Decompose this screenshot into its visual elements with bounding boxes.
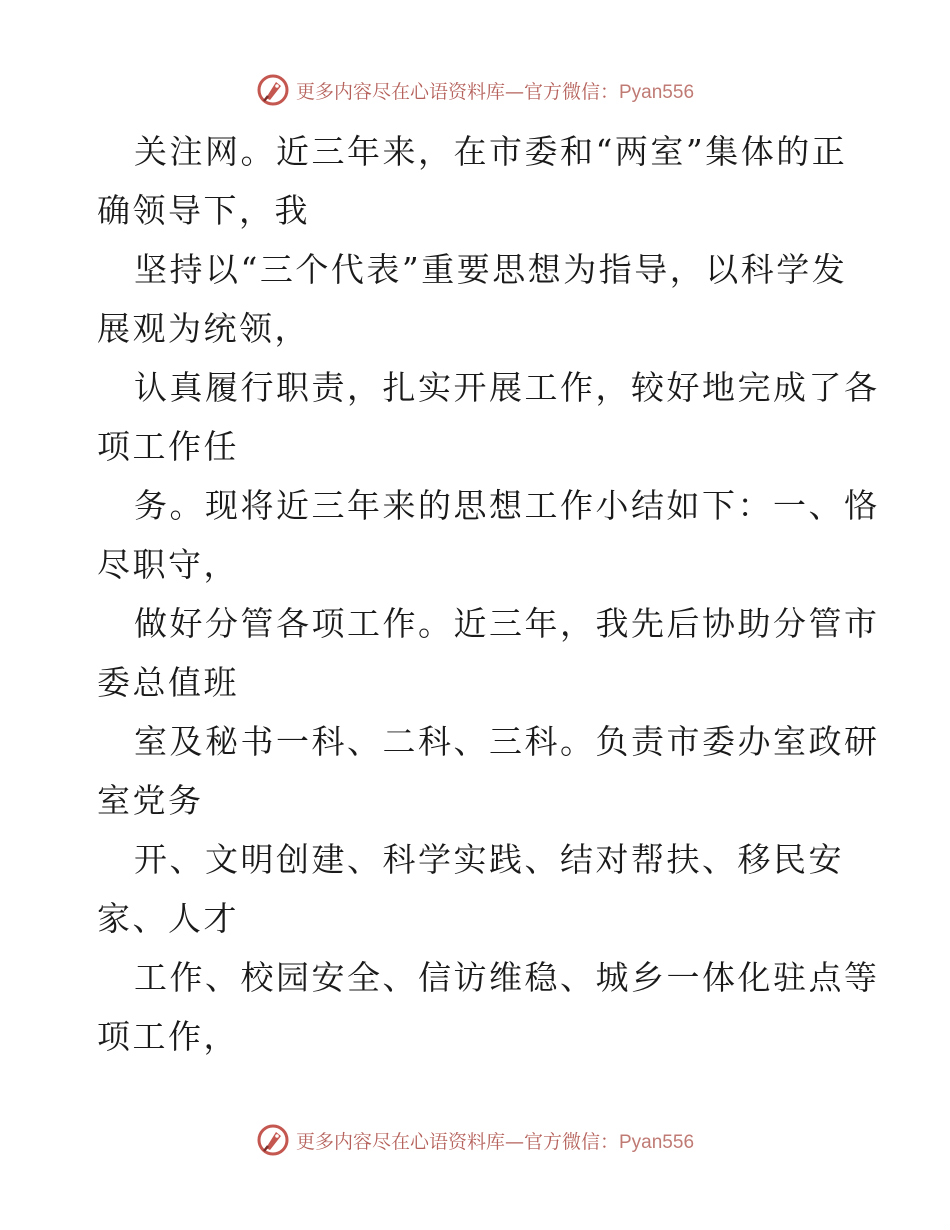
header-banner-text: 更多内容尽在心语资料库—官方微信：Pyan556 [295,80,695,103]
text-line: 室党务 [97,781,204,820]
text-line: 确领导下，我 [97,191,310,230]
text-line: 认真履行职责，扎实开展工作，较好地完成了各 [134,368,880,407]
text-line: 坚持以“三个代表”重要思想为指导，以科学发 [134,250,848,289]
text-line: 项工作任 [97,427,239,466]
header-wechat-id: Pyan556 [619,81,695,103]
text-line: 做好分管各项工作。近三年，我先后协助分管市 [134,604,880,643]
footer-banner-text: 更多内容尽在心语资料库—官方微信：Pyan556 [295,1130,695,1153]
text-line: 家、人才 [97,899,239,938]
text-line: 工作、校园安全、信访维稳、城乡一体化驻点等 [134,958,880,997]
document-body [97,122,880,1066]
text-line: 项工作， [97,1017,239,1056]
footer-banner [0,1120,950,1160]
text-line: 委总值班 [97,663,239,702]
text-line: 开、文明创建、科学实践、结对帮扶、移民安 [134,840,844,879]
text-line: 室及秘书一科、二科、三科。负责市委办室政研 [134,722,880,761]
footer-wechat-id: Pyan556 [619,1131,695,1153]
header-banner [0,70,950,110]
text-line: 务。现将近三年来的思想工作小结如下：一、恪 [134,486,880,525]
text-line: 关注网。近三年来，在市委和“两室”集体的正 [134,132,848,171]
text-line: 展观为统领， [97,309,310,348]
pen-nib-logo-icon [256,73,290,107]
text-line: 尽职守， [97,545,239,584]
pen-nib-logo-icon [256,1123,290,1157]
